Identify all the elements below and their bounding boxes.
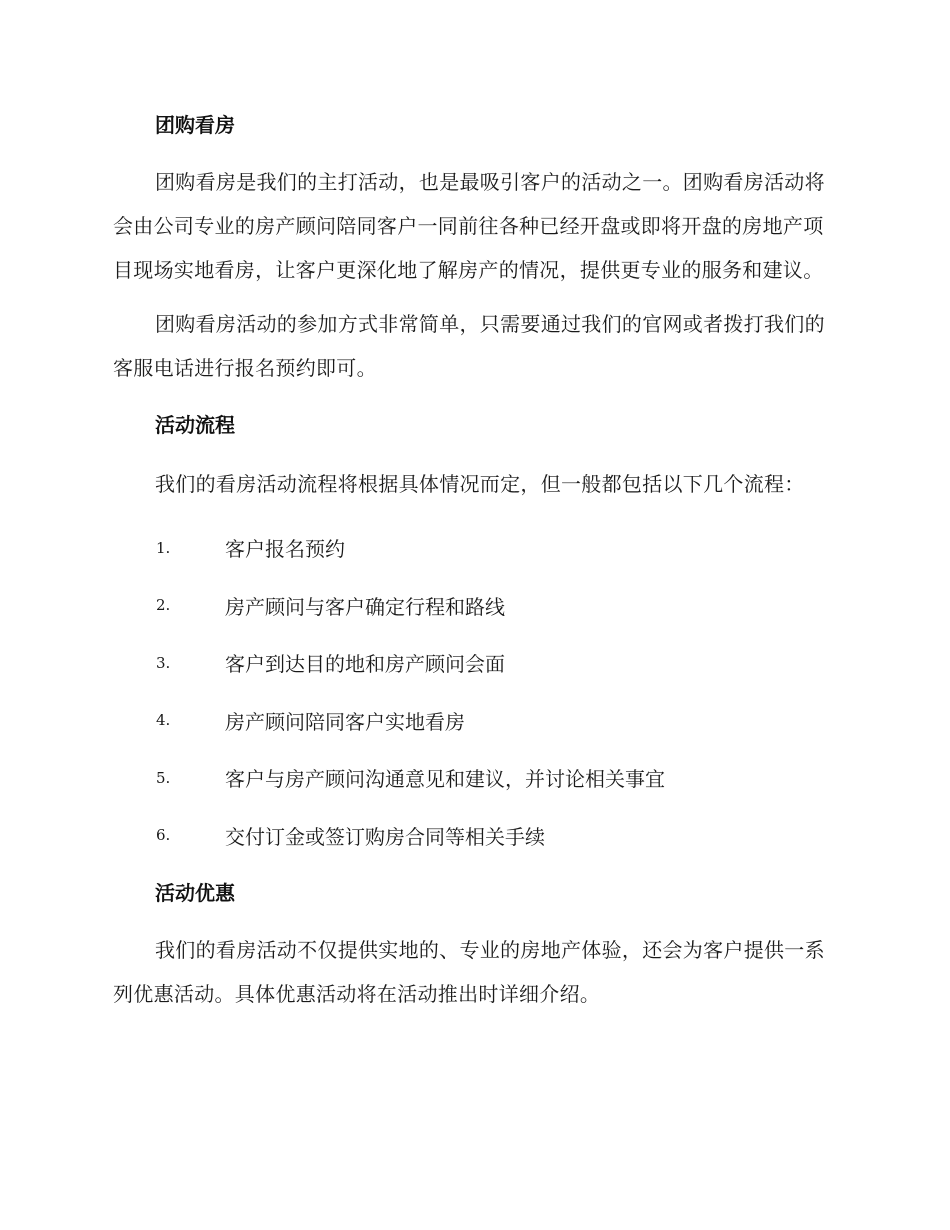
list-item-number: 1. xyxy=(156,538,171,557)
list-item-text: 客户与房产顾问沟通意见和建议，并讨论相关事宜 xyxy=(225,767,665,792)
list-item xyxy=(113,749,837,807)
list-item xyxy=(113,519,837,577)
list-item-text: 客户到达目的地和房产顾问会面 xyxy=(225,652,505,677)
list-item-number: 5. xyxy=(156,768,171,787)
section-heading-discounts: 活动优惠 xyxy=(155,881,235,905)
list-item-text: 交付订金或签订购房合同等相关手续 xyxy=(225,824,545,849)
paragraph-discounts: 我们的看房活动不仅提供实地的、专业的房地产体验，还会为客户提供一系列优惠活动。具体优惠活动将在活动推出时详细介绍。 xyxy=(113,938,825,1006)
paragraph-group-viewing-intro: 团购看房是我们的主打活动，也是最吸引客户的活动之一。团购看房活动将会由公司专业的房产顾问陪同客户一同前往各种已经开盘或即将开盘的房地产项目现场实地看房，让客户更深化地了解房产的情况，提供更专业的服务和建议。 xyxy=(113,170,825,282)
list-item xyxy=(113,807,837,865)
list-item-number: 6. xyxy=(156,826,171,845)
paragraph-process-intro: 我们的看房活动流程将根据具体情况而定，但一般都包括以下几个流程： xyxy=(155,472,805,496)
list-item-number: 4. xyxy=(156,711,171,730)
process-steps-list xyxy=(113,519,837,864)
section-heading-group-viewing: 团购看房 xyxy=(155,113,235,137)
list-item xyxy=(113,634,837,692)
list-item-number: 3. xyxy=(156,653,171,672)
paragraph-group-viewing-signup: 团购看房活动的参加方式非常简单，只需要通过我们的官网或者拨打我们的客服电话进行报名预约即可。 xyxy=(113,312,825,380)
list-item-text: 房产顾问与客户确定行程和路线 xyxy=(225,594,505,619)
list-item-text: 房产顾问陪同客户实地看房 xyxy=(225,709,465,734)
list-item xyxy=(113,577,837,635)
list-item xyxy=(113,692,837,750)
list-item-text: 客户报名预约 xyxy=(225,537,345,562)
section-heading-process: 活动流程 xyxy=(155,413,235,437)
list-item-number: 2. xyxy=(156,596,171,615)
